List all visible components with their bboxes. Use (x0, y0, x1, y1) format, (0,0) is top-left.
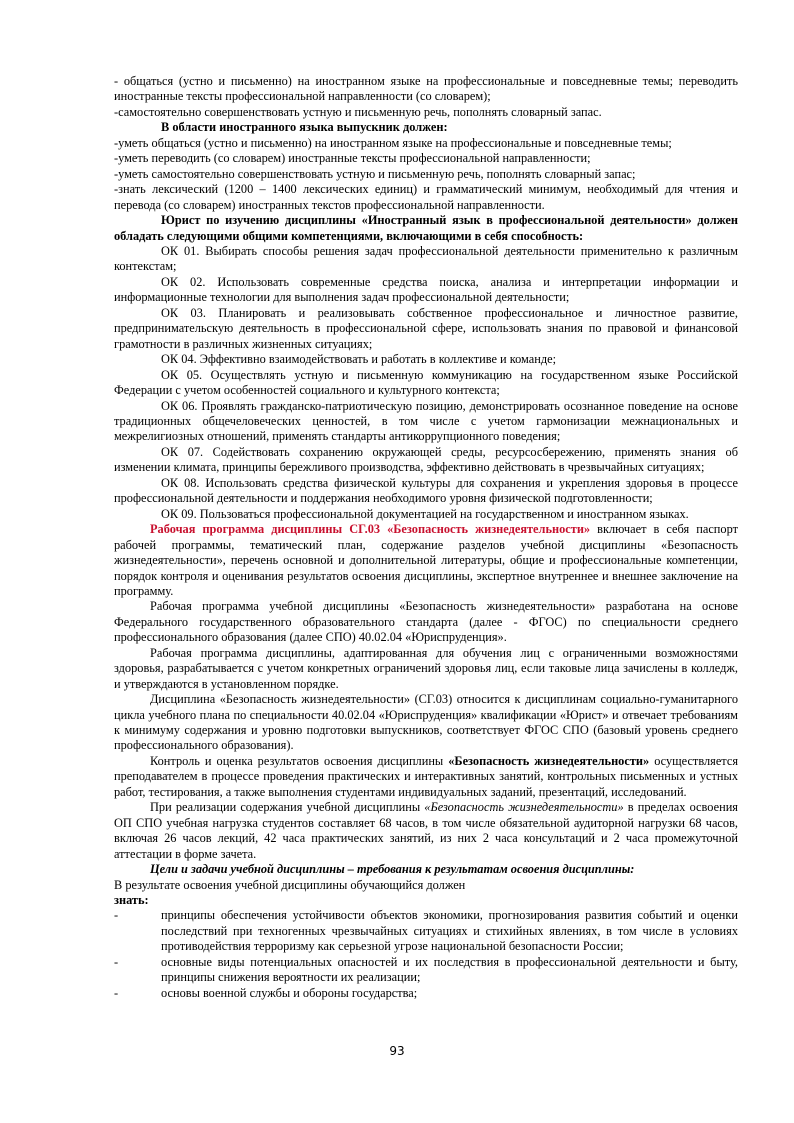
program-paragraph: Рабочая программа учебной дисциплины «Безопасность жизнедеятельности» разработана на основе Федерального государственного образовательного стандарта (далее - ФГОС) по специальности среднего профессионального образования (далее СПО) 40.02.04 «Юриспруденция». (114, 599, 738, 645)
list-item-text: принципы обеспечения устойчивости объектов экономики, прогнозирования развития событий и оценки последствий при техногенных чрезвычайных ситуациях и стихийных явлениях, в том числе в условиях противодействия терроризму как серьезной угрозе национальной безопасности России; (161, 908, 738, 954)
control-text-start: Контроль и оценка результатов освоения дисциплины (150, 753, 449, 768)
section-heading-foreign-language: В области иностранного языка выпускник должен: (161, 120, 448, 135)
list-dash: - (114, 908, 119, 923)
list-item: -уметь самостоятельно совершенствовать устную и письменную речь, пополнять словарный запас; (114, 166, 636, 181)
intro-line: - общаться (устно и письменно) на иностранном языке на профессиональные и повседневные темы; переводить иностранные тексты профессиональной направленности (со словарем); (114, 74, 738, 104)
program-paragraph: Дисциплина «Безопасность жизнедеятельности» (СГ.03) относится к дисциплинам социально-гуманитарного цикла учебного плана по специальности 40.02.04 «Юриспруденция» квалификации «Юрист» и отвечает требованиям к минимуму содержания и уровню подготовки выпускников, соответствует ФГОС СПО (базовый уровень среднего профессионального образования). (114, 692, 738, 753)
program-paragraph (114, 754, 738, 800)
program-paragraph: Рабочая программа дисциплины, адаптированная для обучения лиц с ограниченными возможностями здоровья, разрабатывается с учетом конкретных ограничений здоровья лиц, если таковые лица зачислены в колледж, и утверждаются в установленном порядке. (114, 645, 738, 691)
list-dash: - (114, 985, 119, 1000)
section-heading-competencies: Юрист по изучению дисциплины «Иностранный язык в профессиональной деятельности» должен обладать следующими общими компетенциями, включающими в себя способность: (114, 213, 738, 243)
list-item: -знать лексический (1200 – 1400 лексических единиц) и грамматический минимум, необходимый для чтения и перевода (со словарем) иностранных текстов профессиональной направленности. (114, 182, 738, 212)
goals-heading: Цели и задачи учебной дисциплины – требования к результатам освоения дисциплины: (150, 862, 635, 877)
competency-item: ОК 04. Эффективно взаимодействовать и работать в коллективе и команде; (161, 352, 557, 367)
page-number: 93 (389, 1044, 405, 1058)
program-description (114, 522, 738, 599)
competency-item: ОК 02. Использовать современные средства поиска, анализа и интерпретации информации и информационные технологии для выполнения задач профессиональной деятельности; (114, 274, 738, 305)
competency-item: ОК 08. Использовать средства физической культуры для сохранения и укрепления здоровья в процессе профессиональной деятельности и поддержания необходимого уровня физической подготовленности; (114, 475, 738, 506)
goals-intro: В результате освоения учебной дисциплины обучающийся должен (114, 877, 466, 892)
program-description-text: включает в себя паспорт рабочей программы, тематический план, содержание разделов учебной дисциплины «Безопасность жизнедеятельности», перечень основной и дополнительной литературы, общие и профессиональные компетенции, порядок контроля и оценивания результатов освоения дисциплины, экспертное внутреннее и внешнее заключение на программу. (114, 522, 738, 598)
competency-item: ОК 05. Осуществлять устную и письменную коммуникацию на государственном языке Российской Федерации с учетом особенностей социального и культурного контекста; (114, 367, 738, 398)
program-paragraph (114, 800, 738, 862)
document-page (114, 74, 738, 1001)
discipline-name-bold: «Безопасность жизнедеятельности» (448, 753, 650, 768)
list-item: -уметь общаться (устно и письменно) на иностранном языке на профессиональные и повседневные темы; (114, 135, 672, 150)
workload-text-start: При реализации содержания учебной дисциплины (150, 800, 425, 815)
program-title: Рабочая программа дисциплины СГ.03 «Безопасность жизнедеятельности» (150, 522, 591, 537)
competency-item: ОК 07. Содействовать сохранению окружающей среды, ресурсосбережению, применять знания об изменении климата, принципы бережливого производства, эффективно действовать в чрезвычайных ситуациях; (114, 444, 738, 475)
competency-item: ОК 01. Выбирать способы решения задач профессиональной деятельности применительно к различным контекстам; (114, 243, 738, 274)
intro-line: -самостоятельно совершенствовать устную и письменную речь, пополнять словарный запас. (114, 104, 602, 119)
know-label: знать: (114, 893, 149, 908)
competency-item: ОК 03. Планировать и реализовывать собственное профессиональное и личностное развитие, предпринимательскую деятельность в профессиональной сфере, использовать знания по правовой и финансовой грамотности в различных жизненных ситуациях; (114, 305, 738, 351)
workload-text-end: в пределах освоения ОП СПО учебная нагрузка студентов составляет 68 часов, в том числе обязательной аудиторной нагрузки 68 часов, включая 26 часов лекций, 42 часа практических занятий, из них 2 часа консультаций и 2 часа промежуточной аттестации в форме зачета. (114, 800, 738, 861)
list-item (114, 955, 738, 986)
list-item-text: основные виды потенциальных опасностей и их последствия в профессиональной деятельности и быту, принципы снижения вероятности их реализации; (161, 954, 738, 985)
discipline-name-italic: «Безопасность жизнедеятельности» (424, 800, 624, 815)
list-item: -уметь переводить (со словарем) иностранные тексты профессиональной направленности; (114, 151, 591, 166)
competency-item: ОК 09. Пользоваться профессиональной документацией на государственном и иностранном языках. (161, 506, 689, 521)
competency-item: ОК 06. Проявлять гражданско-патриотическую позицию, демонстрировать осознанное поведение на основе традиционных общечеловеческих ценностей, в том числе с учетом гармонизации межнациональных и межрелигиозных отношений, применять стандарты антикоррупционного поведения; (114, 398, 738, 444)
list-item (114, 986, 738, 1001)
control-text-end: осуществляется преподавателем в процессе проведения практических и интерактивных занятий, контрольных письменных и устных работ, тестирования, а также выполнения студентами индивидуальных заданий, презентаций, исследований. (114, 753, 739, 799)
list-item-text: основы военной службы и обороны государства; (161, 985, 418, 1000)
list-dash: - (114, 954, 119, 969)
list-item (114, 908, 738, 954)
